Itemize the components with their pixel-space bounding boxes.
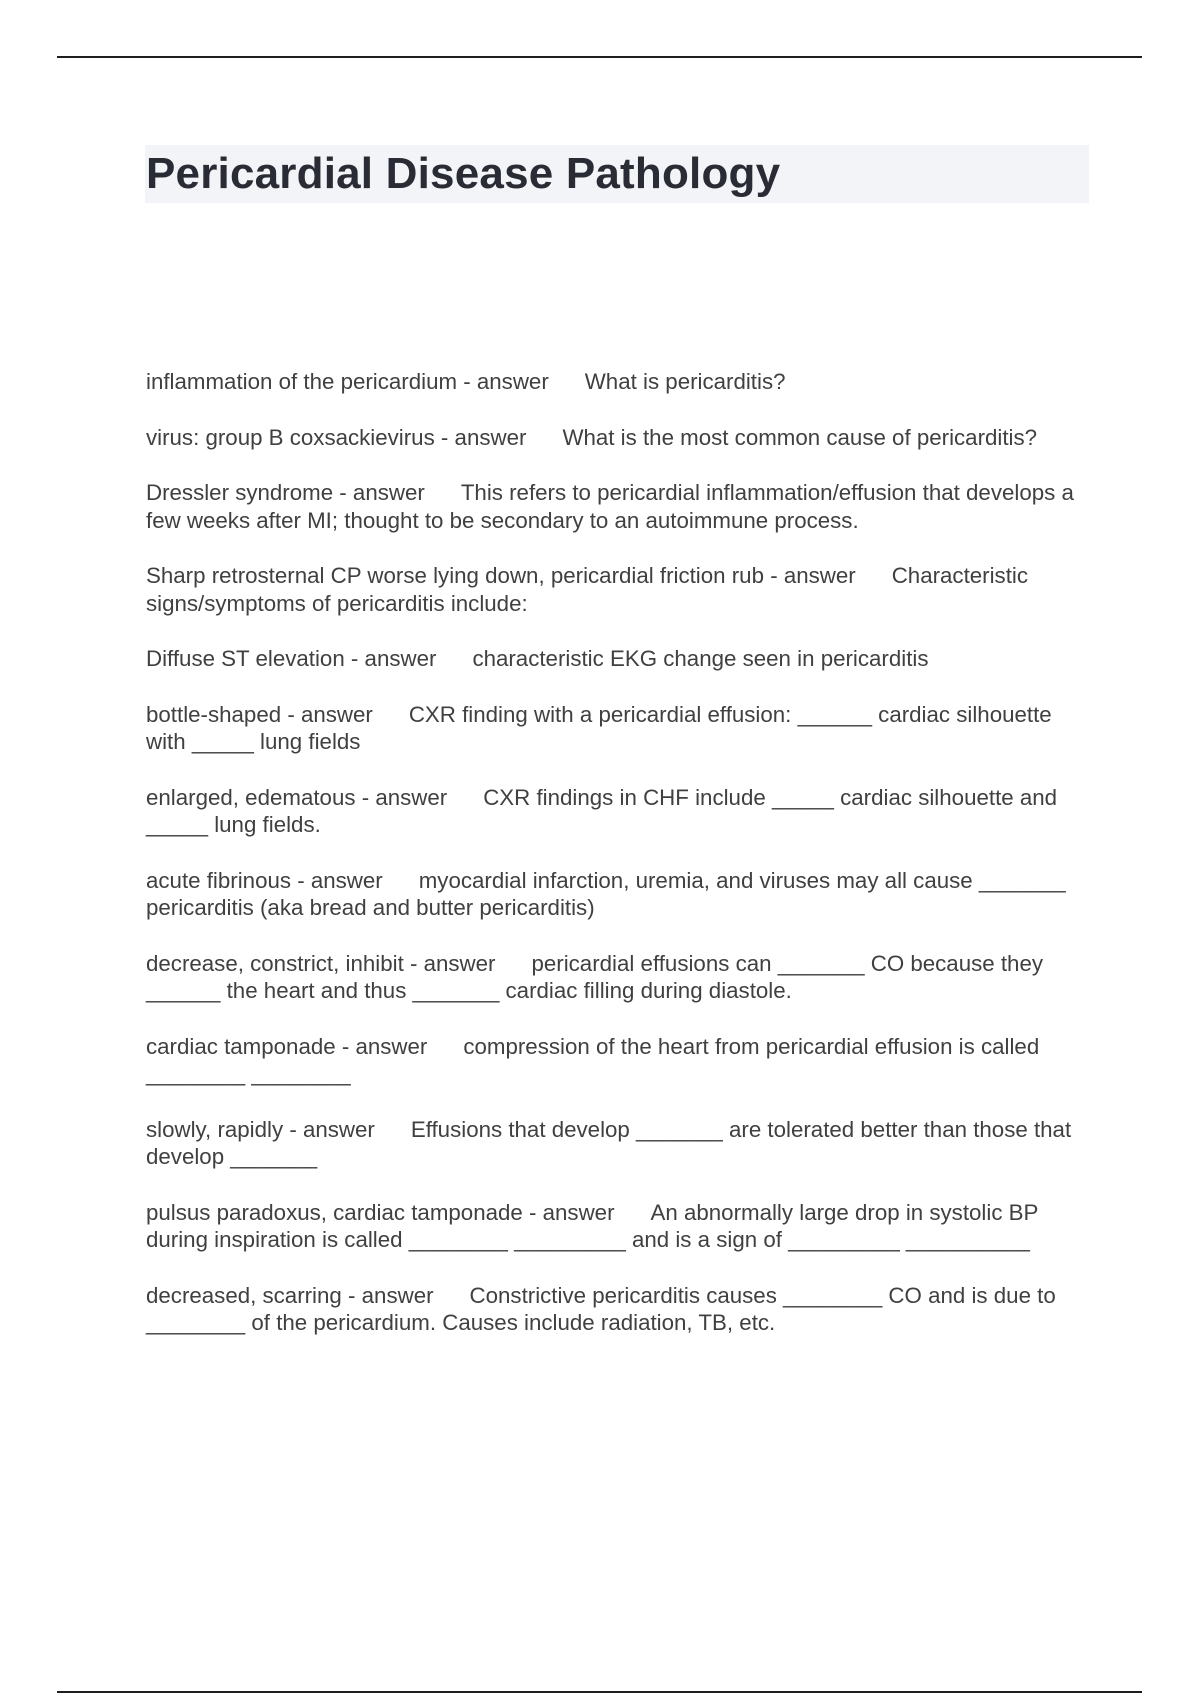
card-definition: Effusions that develop _______ are tolerated better than those that develop _______ [146, 1116, 1072, 1169]
card-term: pulsus paradoxus, cardiac tamponade [146, 1199, 523, 1225]
answer-label: - answer [457, 369, 549, 394]
card-term: enlarged, edematous [146, 784, 356, 810]
answer-label: - answer [335, 1033, 428, 1059]
card-term: decreased, scarring [146, 1282, 342, 1308]
card-definition: Constrictive pericarditis causes ________ CO and is due to ________ of the pericardium. Causes include radiation, TB, etc. [146, 1282, 1056, 1335]
flashcard [146, 645, 1094, 673]
card-definition: This refers to pericardial inflammation/effusion that develops a few weeks after MI; thought to be secondary to an autoimmune process. [146, 480, 1074, 533]
bottom-rule [57, 1691, 1142, 1693]
card-term: slowly, rapidly [146, 1116, 284, 1142]
answer-label: - answer [764, 563, 856, 588]
card-definition: pericardial effusions can _______ CO because they ______ the heart and thus _______ cardiac filling during diastole. [146, 950, 1043, 1003]
flashcard [146, 1116, 1094, 1171]
flashcard [146, 701, 1094, 756]
answer-label: - answer [341, 1282, 434, 1308]
flashcard [146, 424, 1094, 452]
flashcard [146, 562, 1094, 617]
flashcard [146, 1033, 1094, 1088]
card-term: Diffuse ST elevation [146, 646, 345, 671]
card-term: acute fibrinous [146, 867, 292, 893]
flashcard [146, 368, 1094, 396]
answer-label: - answer [333, 480, 425, 505]
card-term: bottle-shaped [146, 701, 282, 727]
top-rule [57, 56, 1142, 58]
flashcard [146, 950, 1094, 1005]
answer-label: - answer [434, 424, 527, 450]
card-term: virus: group B coxsackievirus [146, 424, 435, 450]
card-definition: myocardial infarction, uremia, and viruses may all cause _______ pericarditis (aka bread and butter pericarditis) [146, 867, 1066, 920]
flashcard [146, 479, 1094, 534]
answer-label: - answer [283, 1116, 375, 1142]
answer-label: - answer [291, 867, 383, 893]
card-definition: An abnormally large drop in systolic BP during inspiration is called ________ _________ and is a sign of _________ __________ [146, 1199, 1039, 1252]
card-definition: What is the most common cause of pericarditis? [562, 424, 1038, 450]
card-term: Sharp retrosternal CP worse lying down, pericardial friction rub [146, 563, 764, 588]
flashcard-list [146, 368, 1094, 1365]
card-term: cardiac tamponade [146, 1033, 336, 1059]
card-term: decrease, constrict, inhibit [146, 950, 404, 976]
card-term: inflammation of the pericardium [146, 369, 458, 394]
card-definition: characteristic EKG change seen in pericarditis [472, 646, 929, 671]
flashcard [146, 867, 1094, 922]
card-definition: CXR finding with a pericardial effusion: ______ cardiac silhouette with _____ lung fields [146, 701, 1052, 754]
answer-label: - answer [281, 701, 373, 727]
answer-label: - answer [403, 950, 496, 976]
flashcard [146, 1282, 1094, 1337]
card-definition: compression of the heart from pericardial effusion is called ________ ________ [146, 1033, 1040, 1086]
card-term: Dressler syndrome [146, 480, 334, 505]
card-definition: CXR findings in CHF include _____ cardiac silhouette and _____ lung fields. [146, 784, 1058, 837]
flashcard [146, 1199, 1094, 1254]
answer-label: - answer [522, 1199, 615, 1225]
answer-label: - answer [344, 646, 437, 671]
card-definition: What is pericarditis? [584, 369, 786, 394]
answer-label: - answer [355, 784, 448, 810]
page-title: Pericardial Disease Pathology [146, 149, 781, 198]
card-definition: Characteristic signs/symptoms of pericarditis include: [146, 563, 1028, 616]
flashcard [146, 784, 1094, 839]
